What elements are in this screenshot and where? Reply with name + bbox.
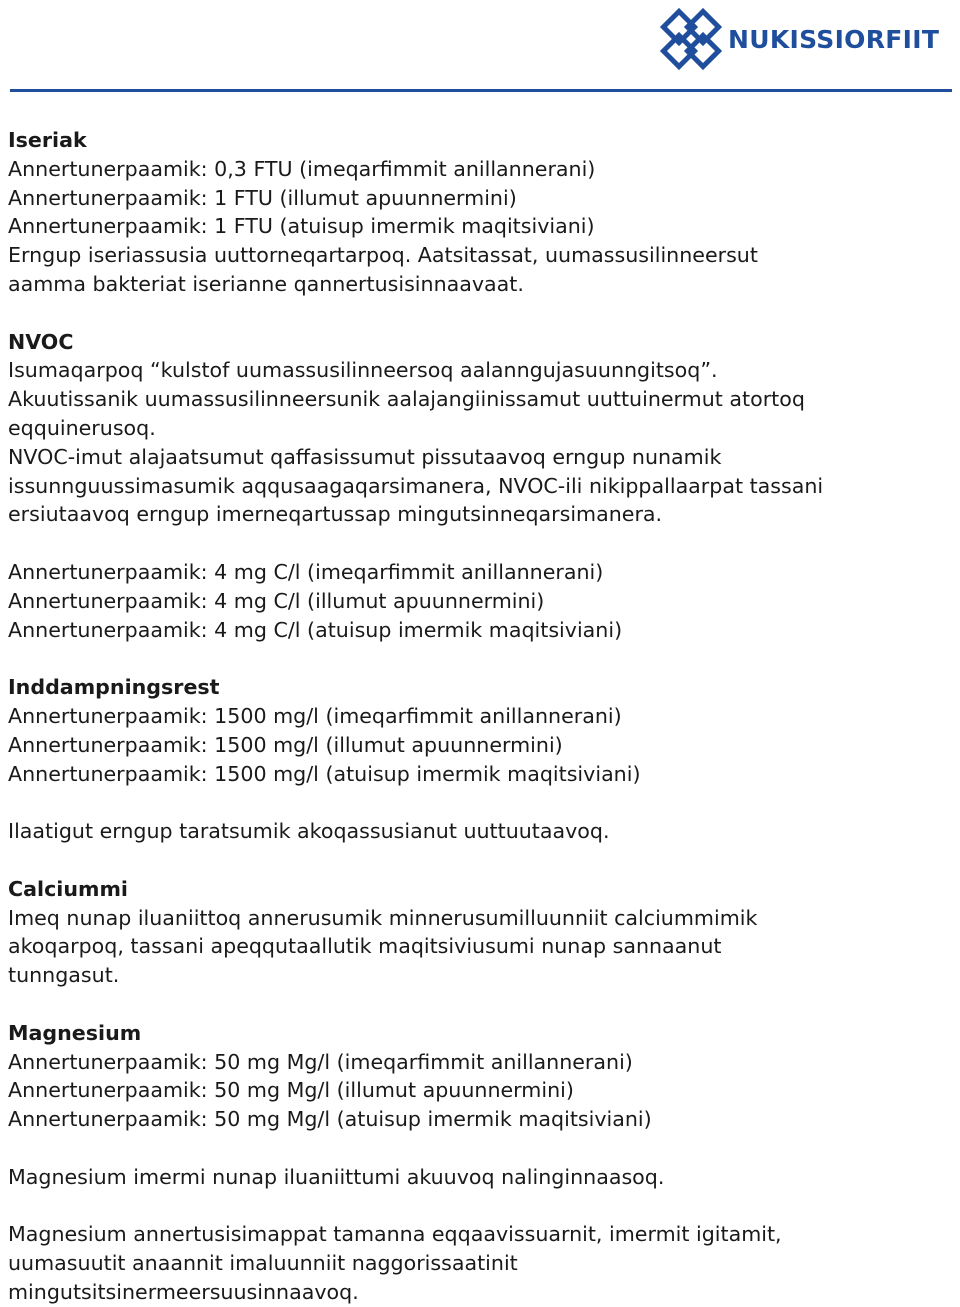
nvoc-limit-line: Annertunerpaamik: 4 mg C/l (illumut apuunnermini) xyxy=(8,588,545,613)
section-heading-calciummi: Calciummi xyxy=(8,876,128,901)
calciummi-line: Imeq nunap iluaniittoq annerusumik minnerusumilluunniit calciummimik xyxy=(8,905,758,930)
page-header xyxy=(0,0,960,96)
iseriak-line: Annertunerpaamik: 1 FTU (atuisup imermik maqitsiviani) xyxy=(8,214,595,239)
spacer xyxy=(8,644,953,673)
magnesium-line: Annertunerpaamik: 50 mg Mg/l (illumut apuunnermini) xyxy=(8,1078,574,1103)
nvoc-line: Isumaqarpoq “kulstof uumassusilinneersoq aalanngujasuunngitsoq”. xyxy=(8,358,718,383)
nvoc-limit-line: Annertunerpaamik: 4 mg C/l (atuisup imermik maqitsiviani) xyxy=(8,617,623,642)
document-body xyxy=(8,126,953,1307)
nvoc-line: ersiutaavoq erngup imerneqartussap mingutsinneqarsimanera. xyxy=(8,502,663,527)
nvoc-line: NVOC-imut alajaatsumut qaffasissumut pissutaavoq erngup nunamik xyxy=(8,444,722,469)
spacer xyxy=(8,299,953,328)
spacer xyxy=(8,846,953,875)
nvoc-limit-line: Annertunerpaamik: 4 mg C/l (imeqarfimmit anillannerani) xyxy=(8,559,604,584)
spacer xyxy=(8,529,953,558)
magnesium-note-line: uumasuutit anaannit imaluunniit naggorissaatinit xyxy=(8,1251,518,1276)
logo-wordmark: NUKISSIORFIIT xyxy=(728,24,940,54)
inddampningsrest-note: Ilaatigut erngup taratsumik akoqassusianut uuttuutaavoq. xyxy=(8,819,610,844)
calciummi-line: tunngasut. xyxy=(8,963,120,988)
spacer xyxy=(8,788,953,817)
iseriak-line: Annertunerpaamik: 1 FTU (illumut apuunnermini) xyxy=(8,185,517,210)
spacer xyxy=(8,1191,953,1220)
iseriak-line: Erngup iseriassusia uuttorneqartarpoq. Aatsitassat, uumassusilinneersut xyxy=(8,243,758,268)
nukissiorfiit-logo xyxy=(660,8,939,70)
section-heading-magnesium: Magnesium xyxy=(8,1020,142,1045)
magnesium-note: Magnesium imermi nunap iluaniittumi akuuvoq nalinginnaasoq. xyxy=(8,1164,665,1189)
nvoc-line: eqquinerusoq. xyxy=(8,415,156,440)
header-divider xyxy=(10,89,952,92)
inddampningsrest-line: Annertunerpaamik: 1500 mg/l (atuisup imermik maqitsiviani) xyxy=(8,761,641,786)
spacer xyxy=(8,990,953,1019)
iseriak-line: aamma bakteriat iserianne qannertusisinnaavaat. xyxy=(8,271,524,296)
inddampningsrest-line: Annertunerpaamik: 1500 mg/l (illumut apuunnermini) xyxy=(8,732,563,757)
magnesium-line: Annertunerpaamik: 50 mg Mg/l (atuisup imermik maqitsiviani) xyxy=(8,1107,652,1132)
magnesium-note-line: Magnesium annertusisimappat tamanna eqqaavissuarnit, imermit igitamit, xyxy=(8,1222,782,1247)
iseriak-line: Annertunerpaamik: 0,3 FTU (imeqarfimmit anillannerani) xyxy=(8,156,596,181)
section-heading-inddampningsrest: Inddampningsrest xyxy=(8,675,220,700)
section-heading-nvoc: NVOC xyxy=(8,329,74,354)
calciummi-line: akoqarpoq, tassani apeqqutaallutik maqitsiviusumi nunap sannaanut xyxy=(8,934,722,959)
section-heading-iseriak: Iseriak xyxy=(8,128,87,152)
magnesium-line: Annertunerpaamik: 50 mg Mg/l (imeqarfimmit anillannerani) xyxy=(8,1049,633,1074)
magnesium-note-line: mingutsitsinermeersuusinnaavoq. xyxy=(8,1279,359,1304)
spacer xyxy=(8,1134,953,1163)
nvoc-line: issunnguussimasumik aqqusaagaqarsimanera, NVOC-ili nikippallaarpat tassani xyxy=(8,473,824,498)
nukissiorfiit-logo-mark-icon xyxy=(660,8,722,70)
inddampningsrest-line: Annertunerpaamik: 1500 mg/l (imeqarfimmit anillannerani) xyxy=(8,703,622,728)
nvoc-line: Akuutissanik uumassusilinneersunik aalajangiinissamut uuttuinermut atortoq xyxy=(8,387,805,412)
